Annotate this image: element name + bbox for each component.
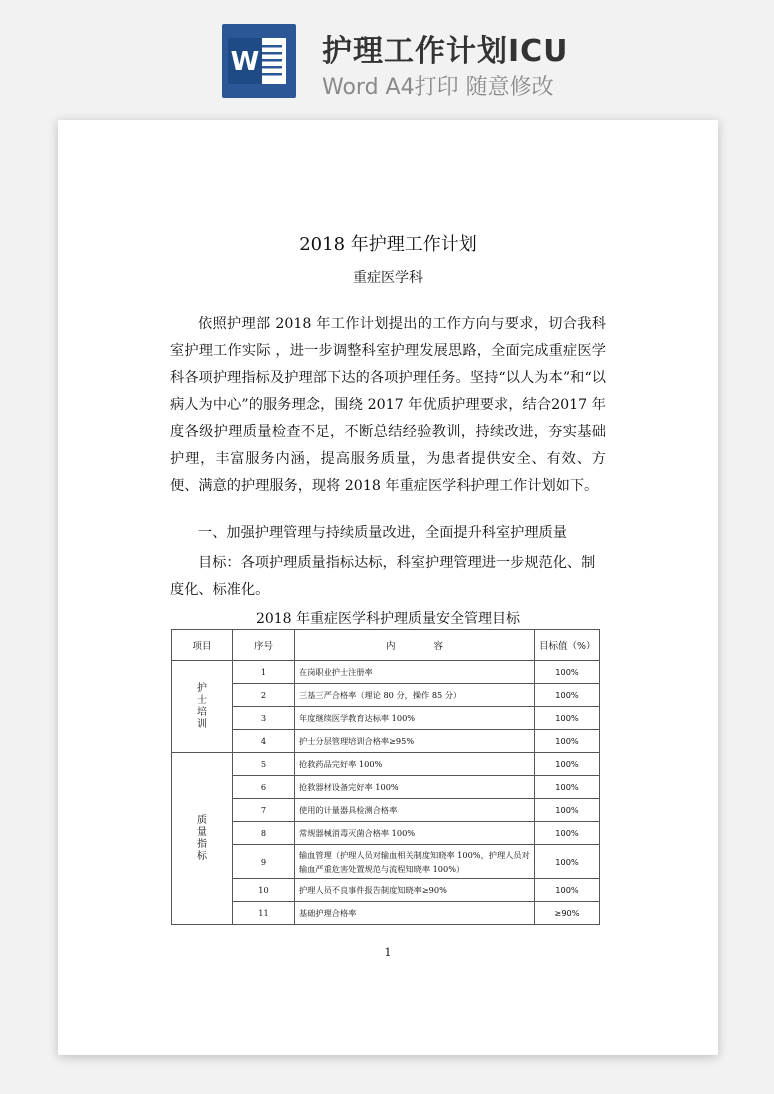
table-row — [172, 776, 600, 799]
table-caption: 2018 年重症医学科护理质量安全管理目标 — [255, 611, 521, 627]
header-banner — [0, 0, 774, 112]
word-document-icon — [222, 24, 296, 98]
row-content: 年度继续医学教育达标率 100% — [295, 707, 535, 730]
document-subtitle: 重症医学科 — [353, 270, 423, 286]
row-number: 3 — [233, 707, 295, 730]
row-goal: 100% — [535, 822, 600, 845]
row-content: 护理人员不良事件报告制度知晓率≥90% — [295, 879, 535, 902]
row-number: 10 — [233, 879, 295, 902]
page-number: 1 — [384, 946, 392, 959]
table-row — [172, 799, 600, 822]
section-heading: 一、加强护理管理与持续质量改进，全面提升科室护理质量 — [198, 525, 567, 541]
row-goal: 100% — [535, 730, 600, 753]
document-title: 2018 年护理工作计划 — [299, 234, 477, 255]
intro-paragraph: 依照护理部 2018 年工作计划提出的工作方向与要求，切合我科室护理工作实际 ，进一步调整科室护理发展思路，全面完成重症医学科各项护理指标及护理部下达的各项护理任务。坚持“以人为本”和“以病人为中心”的服务理念，围绕 2017 年优质护理要求，结合2017 年度各级护理质量检查不足，不断总结经验教训，持续改进，夯实基础护理，丰富服务内涵，提高服务质量，为患者提供安全、有效、方便、满意的护理服务，现将 2018 年重症医学科护理工作计划如下。 — [170, 316, 606, 494]
header-goal: 目标值（%） — [535, 630, 600, 661]
table-row — [172, 661, 600, 684]
table-row — [172, 822, 600, 845]
banner-subtitle: Word A4打印 随意修改 — [322, 75, 554, 100]
row-number: 9 — [233, 845, 295, 879]
header-number: 序号 — [233, 630, 295, 661]
table-header-row — [172, 630, 600, 661]
row-content: 常规器械消毒灭菌合格率 100% — [295, 822, 535, 845]
row-content: 输血管理（护理人员对输血相关制度知晓率 100%，护理人员对输血严重危害处置规范与流程知晓率 100%） — [295, 845, 535, 879]
category-quality-indicators: 质量指标 — [172, 753, 233, 925]
row-goal: 100% — [535, 845, 600, 879]
row-goal: 100% — [535, 707, 600, 730]
row-number: 1 — [233, 661, 295, 684]
row-number: 8 — [233, 822, 295, 845]
header-content: 内 容 — [295, 630, 535, 661]
row-number: 7 — [233, 799, 295, 822]
goal-paragraph: 目标：各项护理质量指标达标，科室护理管理进一步规范化、制度化、标准化。 — [170, 555, 596, 598]
row-goal: 100% — [535, 776, 600, 799]
row-content: 基础护理合格率 — [295, 902, 535, 925]
row-content: 使用的计量器具检测合格率 — [295, 799, 535, 822]
table-row — [172, 707, 600, 730]
row-content: 三基三严合格率（理论 80 分，操作 85 分） — [295, 684, 535, 707]
row-goal: 100% — [535, 879, 600, 902]
row-content: 在岗职业护士注册率 — [295, 661, 535, 684]
word-icon-letter: W — [230, 47, 260, 77]
quality-goals-table — [171, 629, 600, 925]
row-content: 护士分层管理培训合格率≥95% — [295, 730, 535, 753]
row-number: 11 — [233, 902, 295, 925]
row-content: 抢救器材设备完好率 100% — [295, 776, 535, 799]
table-row — [172, 902, 600, 925]
row-goal: ≥90% — [535, 902, 600, 925]
category-nurse-training: 护士培训 — [172, 661, 233, 753]
row-content: 抢救药品完好率 100% — [295, 753, 535, 776]
row-number: 5 — [233, 753, 295, 776]
row-goal: 100% — [535, 684, 600, 707]
row-goal: 100% — [535, 661, 600, 684]
row-number: 2 — [233, 684, 295, 707]
header-project: 项目 — [172, 630, 233, 661]
row-goal: 100% — [535, 753, 600, 776]
document-page — [58, 120, 718, 1055]
row-number: 4 — [233, 730, 295, 753]
table-row — [172, 730, 600, 753]
row-goal: 100% — [535, 799, 600, 822]
row-number: 6 — [233, 776, 295, 799]
table-row — [172, 879, 600, 902]
table-row — [172, 845, 600, 879]
table-row — [172, 753, 600, 776]
table-row — [172, 684, 600, 707]
banner-title: 护理工作计划ICU — [322, 34, 569, 69]
